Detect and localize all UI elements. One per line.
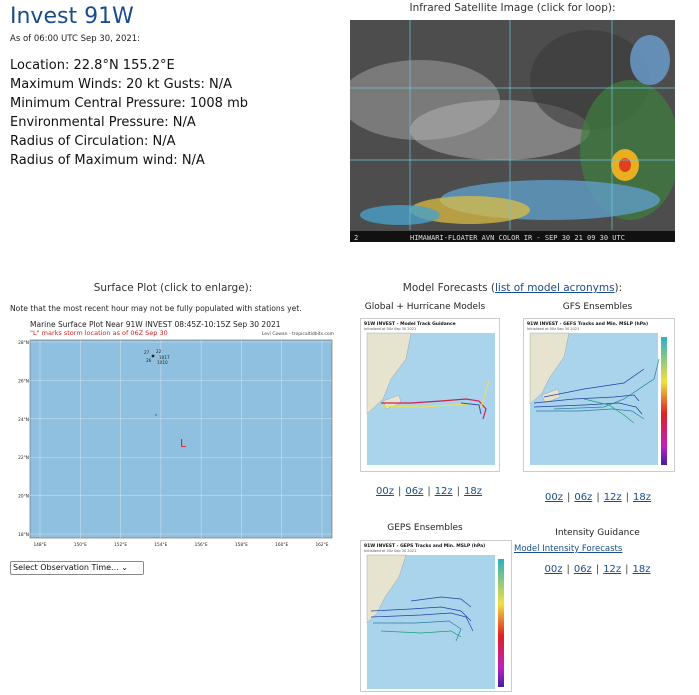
geps-ensembles-map-subtitle: Initialized at 00z Sep 30 2021 — [364, 549, 417, 553]
model-forecasts-prefix: Model Forecasts ( — [402, 282, 495, 294]
surface-plot-title: Surface Plot (click to enlarge): — [93, 282, 253, 294]
intensity-forecasts-link[interactable]: Model Intensity Forecasts — [514, 544, 623, 554]
gfs-ensembles-label: GFS Ensembles — [562, 302, 633, 312]
surface-lon-label: 150°E — [73, 543, 87, 548]
intensity-link-18z[interactable]: 18z — [632, 564, 651, 575]
surface-lon-label: 148°E — [33, 543, 47, 548]
model-forecasts-suffix: ): — [614, 282, 623, 294]
intensity-link-00z[interactable]: 00z — [544, 564, 563, 575]
surface-lat-label: 18°N — [18, 533, 29, 538]
model-acronyms-link[interactable]: list of model acronyms — [495, 282, 615, 294]
gfs-ensembles-link-12z[interactable]: 12z — [603, 492, 622, 503]
satellite-image — [350, 20, 675, 242]
observation-time-select[interactable]: Select Observation Time... ⌄ — [10, 561, 144, 575]
surface-plot-note: Note that the most recent hour may not be fully populated with stations yet. — [10, 304, 302, 313]
intensity-guidance-label: Intensity Guidance — [555, 528, 640, 538]
surface-lat-label: 28°N — [18, 341, 29, 346]
info-max-winds: Maximum Winds: 20 kt Gusts: N/A — [10, 77, 233, 92]
gfs-ensembles-link-00z[interactable]: 00z — [544, 492, 563, 503]
surface-station-label: 27 — [144, 350, 150, 355]
surface-plot-subtitle: "L" marks storm location as of 06Z Sep 30 — [30, 329, 168, 337]
satellite-image-link[interactable] — [350, 20, 675, 242]
satellite-scale-label: 2 — [354, 234, 359, 242]
gfs-ensembles-links: 00z | 06z | 12z | 18z — [544, 492, 652, 503]
global-models-map-title: 91W INVEST - Model Track Guidance — [364, 322, 456, 327]
surface-lat-label: 22°N — [18, 456, 29, 462]
info-radius-circulation: Radius of Circulation: N/A — [10, 134, 176, 149]
surface-lon-label: 162°E — [315, 543, 329, 548]
storm-title: Invest 91W — [10, 4, 134, 29]
global-models-label: Global + Hurricane Models — [364, 302, 486, 312]
surface-station-label: 1010 — [157, 360, 168, 365]
global-models-links: 00z | 06z | 12z | 18z — [375, 486, 483, 497]
gfs-ensembles-map-title: 91W INVEST - GEFS Tracks and Min. MSLP (hPa) — [527, 322, 648, 327]
surface-lat-label: 26°N — [18, 379, 29, 385]
satellite-caption: HIMAWARI-FLOATER AVN COLOR IR - SEP 30 21 09 30 UTC — [410, 234, 625, 242]
surface-lat-label: 24°N — [18, 417, 29, 423]
geps-ensembles-map — [361, 541, 511, 691]
gfs-ensembles-map-link[interactable] — [523, 318, 675, 472]
info-env-pressure: Environmental Pressure: N/A — [10, 115, 196, 130]
surface-island-dot — [155, 414, 156, 415]
surface-lon-label: 154°E — [154, 543, 168, 548]
gfs-ensembles-link-18z[interactable]: 18z — [633, 492, 652, 503]
surface-lon-label: 160°E — [275, 543, 289, 548]
surface-plot-link[interactable] — [16, 320, 336, 558]
info-location: Location: 22.8°N 155.2°E — [10, 58, 175, 73]
surface-lon-label: 156°E — [194, 543, 208, 548]
surface-plot-header: Marine Surface Plot Near 91W INVEST 08:45Z-10:15Z Sep 30 2021 — [30, 320, 281, 329]
surface-station-label: 22 — [156, 349, 162, 354]
model-forecasts-title — [350, 282, 675, 294]
gfs-ensembles-link-06z[interactable]: 06z — [574, 492, 593, 503]
as-of-timestamp: As of 06:00 UTC Sep 30, 2021: — [10, 34, 141, 44]
global-models-map-link[interactable] — [360, 318, 500, 472]
storm-info — [10, 56, 248, 170]
surface-lon-label: 152°E — [114, 543, 128, 548]
surface-station-dot — [152, 355, 155, 358]
surface-station-label: 26 — [146, 358, 152, 363]
gfs-ensembles-map-subtitle: Initialized at 00z Sep 30 2021 — [527, 327, 580, 331]
info-radius-max-wind: Radius of Maximum wind: N/A — [10, 153, 205, 168]
surface-station-label: 1017 — [159, 355, 170, 360]
info-min-pressure: Minimum Central Pressure: 1008 mb — [10, 96, 248, 111]
intensity-link-12z[interactable]: 12z — [603, 564, 622, 575]
satellite-title: Infrared Satellite Image (click for loop): — [409, 2, 616, 14]
global-models-map-subtitle: Initialized at 00z Sep 30 2021 — [364, 327, 417, 331]
geps-ensembles-map-link[interactable] — [360, 540, 512, 692]
geps-ensembles-label: GEPS Ensembles — [387, 523, 463, 533]
global-models-link-12z[interactable]: 12z — [434, 486, 453, 497]
surface-plot-credit: Levi Cowan - tropicaltidbits.com — [261, 332, 334, 337]
geps-ensembles-map-title: 91W INVEST - GEPS Tracks and Min. MSLP (hPa) — [364, 544, 486, 549]
intensity-link-06z[interactable]: 06z — [573, 564, 592, 575]
global-models-link-00z[interactable]: 00z — [375, 486, 394, 497]
surface-plot-map — [16, 338, 336, 558]
global-models-link-18z[interactable]: 18z — [464, 486, 483, 497]
intensity-links: 00z | 06z | 12z | 18z — [544, 564, 651, 575]
gfs-ensembles-map — [524, 319, 674, 471]
surface-lon-label: 158°E — [234, 543, 248, 548]
surface-lat-label: 20°N — [18, 494, 29, 500]
surface-storm-marker: L — [180, 437, 187, 450]
global-models-map — [361, 319, 499, 471]
global-models-link-06z[interactable]: 06z — [405, 486, 424, 497]
